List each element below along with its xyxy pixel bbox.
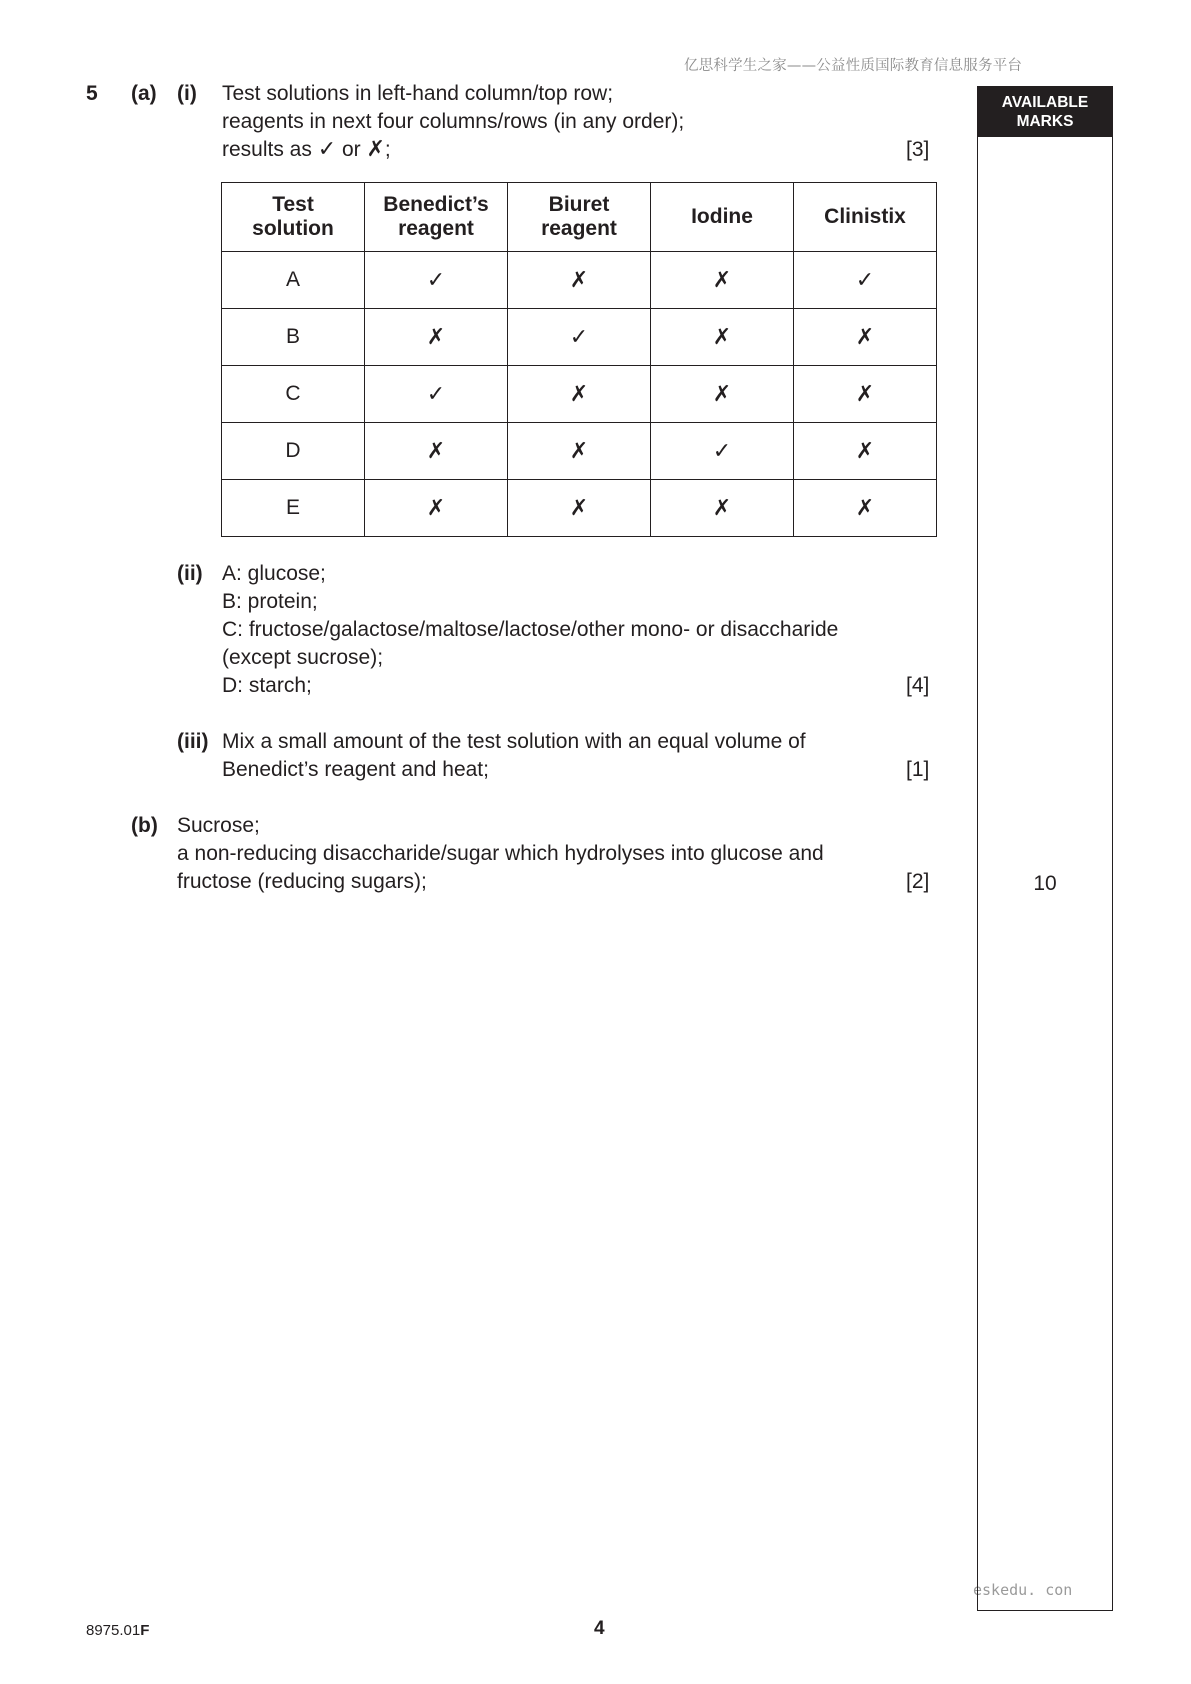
result-cell: ✓: [508, 309, 651, 366]
part-a-iii-line1: Mix a small amount of the test solution with an equal volume of: [222, 730, 806, 753]
question-number: 5: [86, 82, 98, 105]
part-a-ii-line3: C: fructose/galactose/maltose/lactose/other mono- or disaccharide: [222, 618, 839, 641]
part-a-iii-mark: [1]: [906, 758, 930, 781]
part-a-ii-mark: [4]: [906, 674, 930, 697]
result-cell: ✗: [651, 480, 794, 537]
result-cell: ✗: [508, 252, 651, 309]
table-row: [222, 309, 937, 366]
result-cell: ✗: [651, 309, 794, 366]
header-benedicts-reagent: Benedict’s reagent: [365, 183, 508, 252]
header-biuret-reagent: Biuret reagent: [508, 183, 651, 252]
tick-icon: ✓: [317, 137, 337, 162]
result-cell: ✓: [365, 252, 508, 309]
part-a-iii-label: (iii): [177, 730, 209, 753]
part-a-ii-line4: (except sucrose);: [222, 646, 384, 669]
result-cell: ✗: [365, 480, 508, 537]
part-b-mark: [2]: [906, 870, 930, 893]
footer-paper-code: 8975.01F: [86, 1622, 150, 1639]
result-cell: ✗: [508, 366, 651, 423]
part-b-line2: a non-reducing disaccharide/sugar which hydrolyses into glucose and: [177, 842, 824, 865]
header-test-solution: Test solution: [222, 183, 365, 252]
result-cell: ✓: [365, 366, 508, 423]
result-cell: ✗: [508, 480, 651, 537]
part-a-ii-label: (ii): [177, 562, 203, 585]
results-suffix: ;: [384, 138, 391, 161]
page-number: 4: [594, 1618, 605, 1639]
result-cell: ✓: [794, 252, 937, 309]
part-b-line1: Sucrose;: [177, 814, 260, 837]
part-a-i-line2: reagents in next four columns/rows (in any order);: [222, 110, 685, 133]
available-marks-header-line1: AVAILABLE: [1001, 94, 1089, 111]
available-marks-header: [978, 87, 1112, 137]
result-cell: ✗: [365, 423, 508, 480]
result-cell: ✗: [651, 366, 794, 423]
header-iodine: Iodine: [651, 183, 794, 252]
part-a-iii-line2: Benedict’s reagent and heat;: [222, 758, 489, 781]
part-b-label: (b): [131, 814, 158, 837]
part-a-i-line1: Test solutions in left-hand column/top row;: [222, 82, 614, 105]
table-row: [222, 480, 937, 537]
result-cell: ✗: [651, 252, 794, 309]
available-marks-column: [977, 86, 1113, 1611]
result-cell: ✗: [794, 366, 937, 423]
watermark-bottom: eskedu. con: [973, 1581, 1073, 1599]
part-a-ii-line5: D: starch;: [222, 674, 312, 697]
row-label: E: [222, 480, 365, 537]
watermark-top: 亿思科学生之家——公益性质国际教育信息服务平台: [684, 58, 1023, 74]
table-row: [222, 366, 937, 423]
table-row: [222, 423, 937, 480]
result-cell: ✗: [365, 309, 508, 366]
cross-icon: ✗: [366, 137, 385, 162]
header-clinistix: Clinistix: [794, 183, 937, 252]
table-header-row: [222, 183, 937, 252]
result-cell: ✗: [794, 309, 937, 366]
available-marks-total: 10: [1033, 872, 1057, 895]
result-cell: ✗: [794, 423, 937, 480]
results-table: [221, 182, 937, 537]
row-label: D: [222, 423, 365, 480]
results-prefix: results as: [222, 138, 318, 161]
part-a-ii-line2: B: protein;: [222, 590, 318, 613]
part-a-i-mark: [3]: [906, 138, 930, 161]
table-row: [222, 252, 937, 309]
part-a-i-line3: [222, 136, 391, 164]
part-a-i-label: (i): [177, 82, 197, 105]
results-or: or: [336, 138, 367, 161]
part-b-line3: fructose (reducing sugars);: [177, 870, 427, 893]
available-marks-header-line2: MARKS: [1016, 113, 1074, 130]
result-cell: ✓: [651, 423, 794, 480]
part-a-label: (a): [131, 82, 157, 105]
row-label: B: [222, 309, 365, 366]
result-cell: ✗: [508, 423, 651, 480]
result-cell: ✗: [794, 480, 937, 537]
row-label: C: [222, 366, 365, 423]
part-a-ii-line1: A: glucose;: [222, 562, 326, 585]
row-label: A: [222, 252, 365, 309]
